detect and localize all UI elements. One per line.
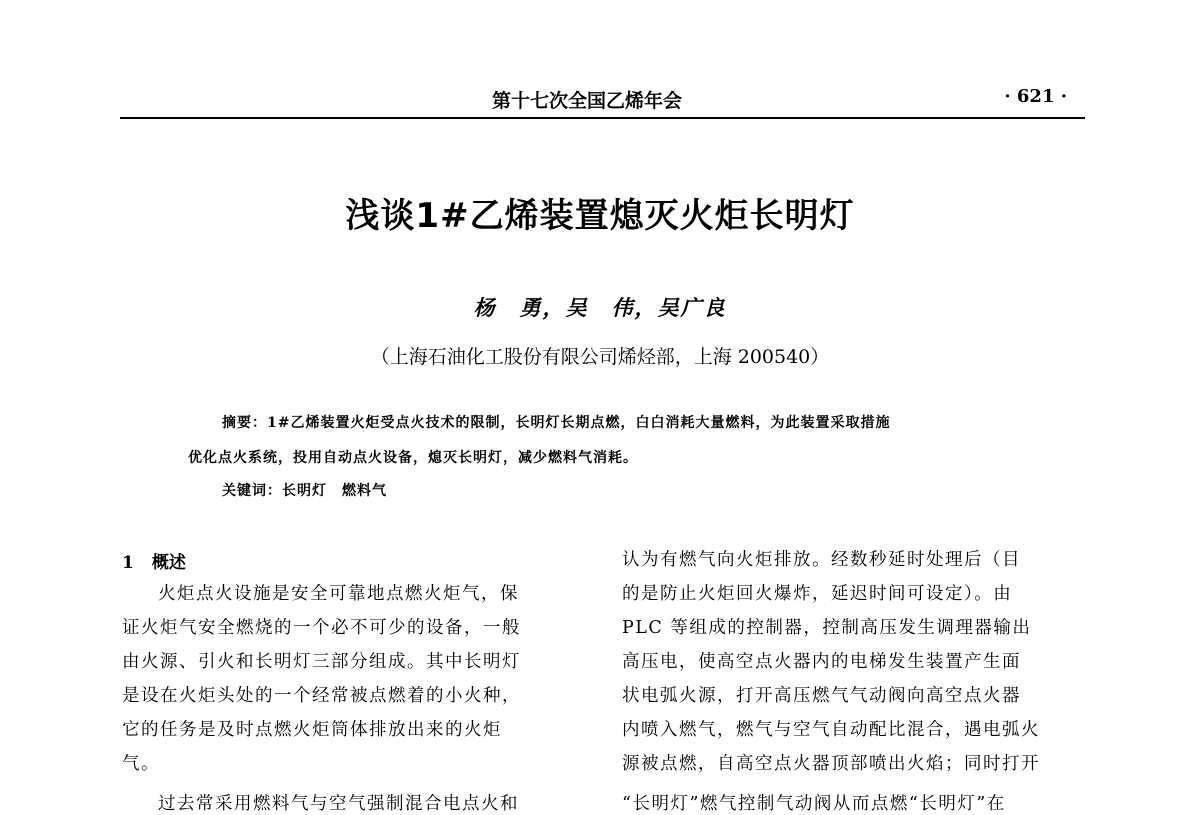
- authors: 杨 勇，吴 伟，吴广良: [473, 295, 727, 320]
- section-heading: [122, 548, 186, 573]
- right-line-1: 认为有燃气向火炬排放。经数秒延时处理后（目: [622, 550, 1021, 570]
- keywords-text: 长明灯 燃料气: [282, 483, 387, 499]
- abstract-text-1: 1#乙烯装置火炬受点火技术的限制，长明灯长期点燃，白白消耗大量燃料，为此装置采取措施: [267, 415, 891, 431]
- right-line-3: PLC 等组成的控制器，控制高压发生调理器输出: [622, 618, 1032, 638]
- keywords-line: [222, 480, 387, 500]
- right-line-4: 高压电，使高空点火器内的电梯发生装置产生面: [622, 652, 1021, 672]
- page-number: · 621 ·: [1004, 86, 1067, 107]
- keywords-label: 关键词：: [222, 483, 282, 499]
- right-line-2: 的是防止火炬回火爆炸，延迟时间可设定）。由: [622, 584, 1013, 604]
- left-line-3: 由火源、引火和长明灯三部分组成。其中长明灯: [122, 652, 521, 672]
- right-line-5: 状电弧火源，打开高压燃气气动阀向高空点火器: [622, 686, 1021, 706]
- section-number: 1: [122, 553, 134, 573]
- section-title: 概述: [151, 553, 186, 573]
- left-line-4: 是设在火炬头处的一个经常被点燃着的小火种，: [122, 686, 521, 706]
- running-head: [120, 80, 1085, 120]
- right-line-8: “长明灯”燃气控制气动阀从而点燃“长明灯”在: [622, 794, 1006, 814]
- running-head-title: 第十七次全国乙烯年会: [492, 90, 683, 112]
- left-line-1: 火炬点火设施是安全可靠地点燃火炬气，保: [158, 584, 519, 604]
- header-rule: [120, 117, 1085, 119]
- left-line-7: 过去常采用燃料气与空气强制混合电点火和: [158, 794, 519, 814]
- abstract-label: 摘要：: [222, 415, 267, 431]
- abstract-line-1: [222, 412, 890, 432]
- left-line-6: 气。: [122, 754, 160, 774]
- left-line-2: 证火炬气安全燃烧的一个必不可少的设备，一般: [122, 618, 521, 638]
- left-line-5: 它的任务是及时点燃火炬筒体排放出来的火炬: [122, 720, 502, 740]
- right-line-7: 源被点燃，自高空点火器顶部喷出火焰；同时打开: [622, 754, 1040, 774]
- affiliation: （上海石油化工股份有限公司烯烃部，上海 200540）: [370, 346, 830, 368]
- abstract-line-2: 优化点火系统，投用自动点火设备，熄灭长明灯，减少燃料气消耗。: [188, 450, 638, 466]
- right-line-6: 内喷入燃气，燃气与空气自动配比混合，遇电弧火: [622, 720, 1040, 740]
- paper-title: 浅谈1#乙烯装置熄灭火炬长明灯: [345, 196, 855, 236]
